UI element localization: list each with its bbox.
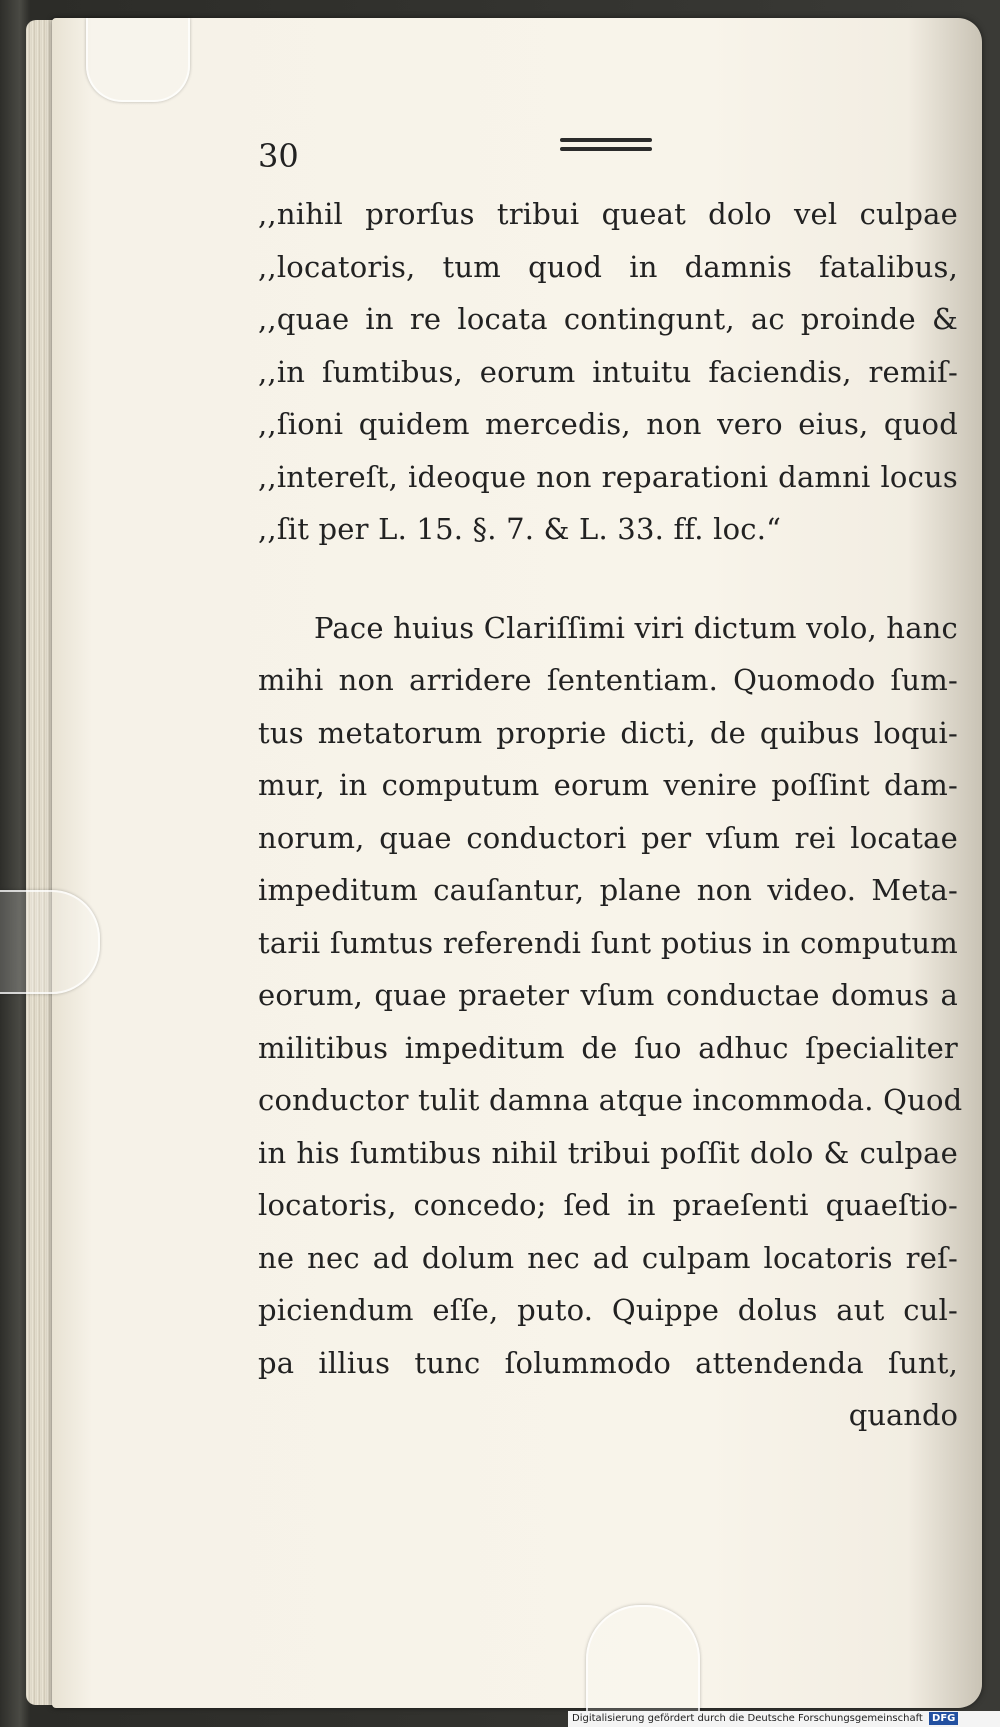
- quotation-block: [258, 188, 958, 556]
- text-line: militibus impeditum de ſuo adhuc ſpecialiter: [258, 1030, 958, 1065]
- text-line: in his ſumtibus nihil tribui poſſit dolo & culpae: [258, 1135, 958, 1170]
- header-ornament-rule: [560, 138, 652, 154]
- page-header: [258, 138, 958, 188]
- text-line: ,,ſit per L. 15. §. 7. & L. 33. ff. loc.“: [258, 512, 782, 546]
- credit-text: Digitalisierung gefördert durch die Deutsche Forschungsgemeinschaft: [572, 1713, 923, 1724]
- text-line: mur, in computum eorum venire poſſint dam-: [258, 768, 958, 802]
- text-line: tus metatorum proprie dicti, de quibus loqui-: [258, 715, 958, 750]
- text-line: mihi non arridere ſententiam. Quomodo ſum-: [258, 663, 958, 697]
- text-line: pa illius tunc ſolummodo attendenda ſunt,: [258, 1345, 958, 1380]
- page-clip-top: [86, 18, 190, 102]
- text-line: ,,intereſt, ideoque non reparationi damni locus: [258, 459, 958, 494]
- page-clip-left: [0, 890, 100, 994]
- text-line: ,,ſioni quidem mercedis, non vero eius, quod: [258, 407, 958, 441]
- text-line: locatoris, concedo; ſed in praeſenti quaeſtio-: [258, 1188, 958, 1222]
- text-line: ,,quae in re locata contingunt, ac proinde &: [258, 302, 958, 336]
- text-line: impeditum cauſantur, plane non video. Meta-: [258, 873, 958, 907]
- text-line: conductor tulit damna atque incommoda. Quod: [258, 1083, 963, 1117]
- text-line: piciendum eſſe, puto. Quippe dolus aut cul-: [258, 1293, 958, 1327]
- text-line: ne nec ad dolum nec ad culpam locatoris reſ-: [258, 1240, 958, 1275]
- text-line: ,,nihil prorſus tribui queat dolo vel culpae: [258, 197, 958, 231]
- text-line: tarii ſumtus referendi ſunt potius in computum: [258, 925, 958, 960]
- digitization-credit: [568, 1711, 1000, 1727]
- paragraph: [258, 602, 963, 1390]
- text-line: ,,locatoris, tum quod in damnis fatalibus,: [258, 249, 958, 284]
- page-number: 30: [258, 137, 299, 175]
- dfg-logo: DFG: [929, 1712, 958, 1725]
- text-line: norum, quae conductori per vſum rei locatae: [258, 820, 958, 855]
- catchword: quando: [848, 1398, 958, 1432]
- paragraph-gap: [258, 556, 958, 602]
- page-text: [258, 137, 963, 1441]
- text-line: eorum, quae praeter vſum conductae domus a: [258, 978, 958, 1012]
- page-clip-bottom: [586, 1605, 700, 1717]
- text-line: ,,in ſumtibus, eorum intuitu faciendis, remiſ-: [258, 354, 958, 389]
- text-line: Pace huius Clariſſimi viri dictum volo, hanc: [314, 610, 958, 645]
